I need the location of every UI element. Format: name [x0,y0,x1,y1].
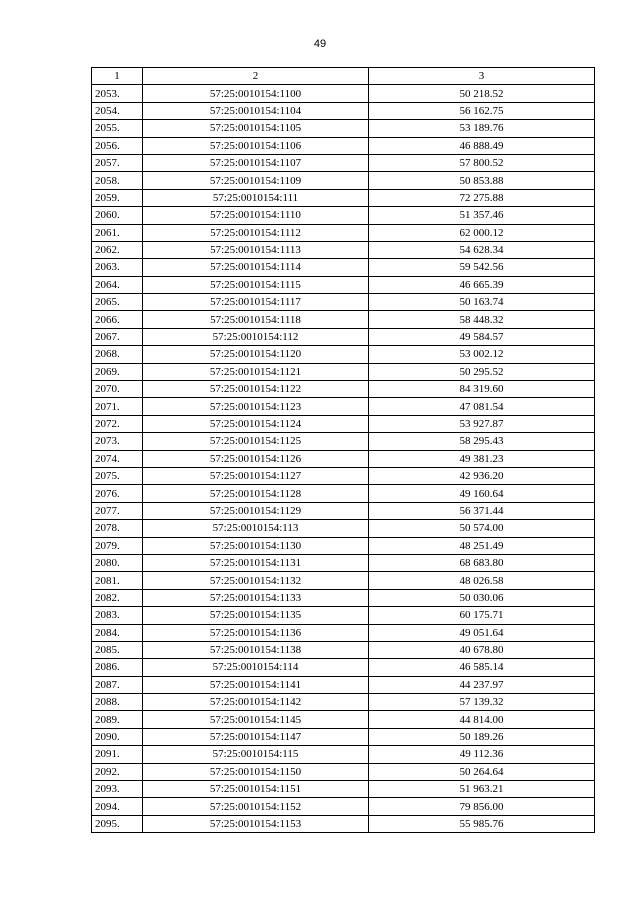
cadastral-number-cell: 57:25:0010154:1120 [143,346,369,363]
column-header-3: 3 [369,68,595,85]
value-cell: 50 030.06 [369,589,595,606]
table-row [92,641,595,658]
cadastral-value-table [91,67,595,833]
cadastral-number-cell: 57:25:0010154:1147 [143,728,369,745]
table-row [92,746,595,763]
cadastral-number-cell: 57:25:0010154:1150 [143,763,369,780]
table-row [92,85,595,102]
cadastral-number-cell: 57:25:0010154:1123 [143,398,369,415]
table-row [92,537,595,554]
row-number-cell: 2062. [92,241,143,258]
value-cell: 56 162.75 [369,102,595,119]
cadastral-number-cell: 57:25:0010154:1106 [143,137,369,154]
cadastral-number-cell: 57:25:0010154:112 [143,328,369,345]
table-row [92,224,595,241]
row-number-cell: 2095. [92,815,143,832]
page-number: 49 [313,38,327,50]
cadastral-number-cell: 57:25:0010154:1138 [143,641,369,658]
cadastral-number-cell: 57:25:0010154:1107 [143,154,369,171]
value-cell: 53 927.87 [369,415,595,432]
row-number-cell: 2067. [92,328,143,345]
row-number-cell: 2072. [92,415,143,432]
cadastral-number-cell: 57:25:0010154:1141 [143,676,369,693]
row-number-cell: 2090. [92,728,143,745]
table-row [92,433,595,450]
cadastral-number-cell: 57:25:0010154:1151 [143,781,369,798]
table-row [92,381,595,398]
row-number-cell: 2094. [92,798,143,815]
cadastral-number-cell: 57:25:0010154:113 [143,520,369,537]
value-cell: 84 319.60 [369,381,595,398]
value-cell: 58 295.43 [369,433,595,450]
value-cell: 50 853.88 [369,172,595,189]
cadastral-number-cell: 57:25:0010154:1100 [143,85,369,102]
cadastral-number-cell: 57:25:0010154:1115 [143,276,369,293]
value-cell: 46 888.49 [369,137,595,154]
value-cell: 49 584.57 [369,328,595,345]
table-row [92,363,595,380]
table-header [92,68,595,85]
value-cell: 42 936.20 [369,467,595,484]
cadastral-number-cell: 57:25:0010154:1124 [143,415,369,432]
table-row [92,311,595,328]
value-cell: 49 112.36 [369,746,595,763]
table-row [92,102,595,119]
column-header-2: 2 [143,68,369,85]
cadastral-number-cell: 57:25:0010154:1117 [143,294,369,311]
cadastral-number-cell: 57:25:0010154:1121 [143,363,369,380]
cadastral-number-cell: 57:25:0010154:1112 [143,224,369,241]
value-cell: 47 081.54 [369,398,595,415]
cadastral-number-cell: 57:25:0010154:1132 [143,572,369,589]
table-row [92,154,595,171]
cadastral-number-cell: 57:25:0010154:1145 [143,711,369,728]
table-row [92,207,595,224]
header-row [92,68,595,85]
value-cell: 50 574.00 [369,520,595,537]
cadastral-number-cell: 57:25:0010154:1135 [143,607,369,624]
row-number-cell: 2093. [92,781,143,798]
row-number-cell: 2092. [92,763,143,780]
table-row [92,554,595,571]
row-number-cell: 2084. [92,624,143,641]
cadastral-number-cell: 57:25:0010154:1130 [143,537,369,554]
value-cell: 49 160.64 [369,485,595,502]
cadastral-number-cell: 57:25:0010154:1113 [143,241,369,258]
table-row [92,711,595,728]
row-number-cell: 2068. [92,346,143,363]
cadastral-number-cell: 57:25:0010154:111 [143,189,369,206]
value-cell: 53 189.76 [369,120,595,137]
row-number-cell: 2066. [92,311,143,328]
value-cell: 48 026.58 [369,572,595,589]
table-row [92,815,595,832]
value-cell: 50 218.52 [369,85,595,102]
column-header-1: 1 [92,68,143,85]
value-cell: 58 448.32 [369,311,595,328]
cadastral-number-cell: 57:25:0010154:1126 [143,450,369,467]
row-number-cell: 2087. [92,676,143,693]
cadastral-number-cell: 57:25:0010154:1129 [143,502,369,519]
value-cell: 57 800.52 [369,154,595,171]
table-row [92,624,595,641]
row-number-cell: 2085. [92,641,143,658]
row-number-cell: 2089. [92,711,143,728]
value-cell: 60 175.71 [369,607,595,624]
value-cell: 46 585.14 [369,659,595,676]
row-number-cell: 2063. [92,259,143,276]
row-number-cell: 2076. [92,485,143,502]
table-row [92,763,595,780]
row-number-cell: 2077. [92,502,143,519]
value-cell: 46 665.39 [369,276,595,293]
cadastral-number-cell: 57:25:0010154:115 [143,746,369,763]
table-row [92,276,595,293]
row-number-cell: 2057. [92,154,143,171]
value-cell: 49 051.64 [369,624,595,641]
table-row [92,607,595,624]
cadastral-number-cell: 57:25:0010154:1136 [143,624,369,641]
row-number-cell: 2073. [92,433,143,450]
table-row [92,520,595,537]
cadastral-number-cell: 57:25:0010154:1125 [143,433,369,450]
value-cell: 56 371.44 [369,502,595,519]
value-cell: 51 357.46 [369,207,595,224]
row-number-cell: 2069. [92,363,143,380]
table-row [92,450,595,467]
value-cell: 62 000.12 [369,224,595,241]
table-row [92,502,595,519]
table-row [92,172,595,189]
cadastral-number-cell: 57:25:0010154:1152 [143,798,369,815]
value-cell: 55 985.76 [369,815,595,832]
table-row [92,659,595,676]
cadastral-number-cell: 57:25:0010154:1128 [143,485,369,502]
row-number-cell: 2054. [92,102,143,119]
value-cell: 50 189.26 [369,728,595,745]
cadastral-number-cell: 57:25:0010154:1153 [143,815,369,832]
table-row [92,589,595,606]
value-cell: 40 678.80 [369,641,595,658]
table-row [92,728,595,745]
row-number-cell: 2056. [92,137,143,154]
row-number-cell: 2060. [92,207,143,224]
row-number-cell: 2091. [92,746,143,763]
value-cell: 50 163.74 [369,294,595,311]
cadastral-number-cell: 57:25:0010154:1110 [143,207,369,224]
cadastral-number-cell: 57:25:0010154:114 [143,659,369,676]
row-number-cell: 2074. [92,450,143,467]
cadastral-number-cell: 57:25:0010154:1114 [143,259,369,276]
row-number-cell: 2058. [92,172,143,189]
table-row [92,572,595,589]
value-cell: 44 814.00 [369,711,595,728]
table-row [92,259,595,276]
row-number-cell: 2059. [92,189,143,206]
value-cell: 59 542.56 [369,259,595,276]
row-number-cell: 2078. [92,520,143,537]
row-number-cell: 2079. [92,537,143,554]
row-number-cell: 2055. [92,120,143,137]
value-cell: 48 251.49 [369,537,595,554]
row-number-cell: 2081. [92,572,143,589]
table-row [92,694,595,711]
cadastral-number-cell: 57:25:0010154:1127 [143,467,369,484]
value-cell: 72 275.88 [369,189,595,206]
table-row [92,346,595,363]
cadastral-number-cell: 57:25:0010154:1142 [143,694,369,711]
row-number-cell: 2065. [92,294,143,311]
value-cell: 50 295.52 [369,363,595,380]
table-row [92,485,595,502]
table-row [92,241,595,258]
cadastral-number-cell: 57:25:0010154:1118 [143,311,369,328]
table-row [92,467,595,484]
cadastral-number-cell: 57:25:0010154:1105 [143,120,369,137]
row-number-cell: 2070. [92,381,143,398]
value-cell: 53 002.12 [369,346,595,363]
value-cell: 44 237.97 [369,676,595,693]
table-row [92,415,595,432]
table-row [92,189,595,206]
cadastral-number-cell: 57:25:0010154:1104 [143,102,369,119]
row-number-cell: 2053. [92,85,143,102]
cadastral-number-cell: 57:25:0010154:1109 [143,172,369,189]
table-row [92,676,595,693]
table-row [92,120,595,137]
value-cell: 54 628.34 [369,241,595,258]
value-cell: 57 139.32 [369,694,595,711]
row-number-cell: 2082. [92,589,143,606]
table-row [92,781,595,798]
row-number-cell: 2086. [92,659,143,676]
cadastral-number-cell: 57:25:0010154:1133 [143,589,369,606]
row-number-cell: 2064. [92,276,143,293]
row-number-cell: 2080. [92,554,143,571]
value-cell: 79 856.00 [369,798,595,815]
row-number-cell: 2071. [92,398,143,415]
cadastral-number-cell: 57:25:0010154:1122 [143,381,369,398]
cadastral-number-cell: 57:25:0010154:1131 [143,554,369,571]
value-cell: 51 963.21 [369,781,595,798]
table-row [92,328,595,345]
row-number-cell: 2061. [92,224,143,241]
row-number-cell: 2088. [92,694,143,711]
value-cell: 50 264.64 [369,763,595,780]
table-row [92,798,595,815]
value-cell: 49 381.23 [369,450,595,467]
value-cell: 68 683.80 [369,554,595,571]
table-row [92,294,595,311]
table-body [92,85,595,833]
table-row [92,137,595,154]
row-number-cell: 2083. [92,607,143,624]
table-row [92,398,595,415]
row-number-cell: 2075. [92,467,143,484]
